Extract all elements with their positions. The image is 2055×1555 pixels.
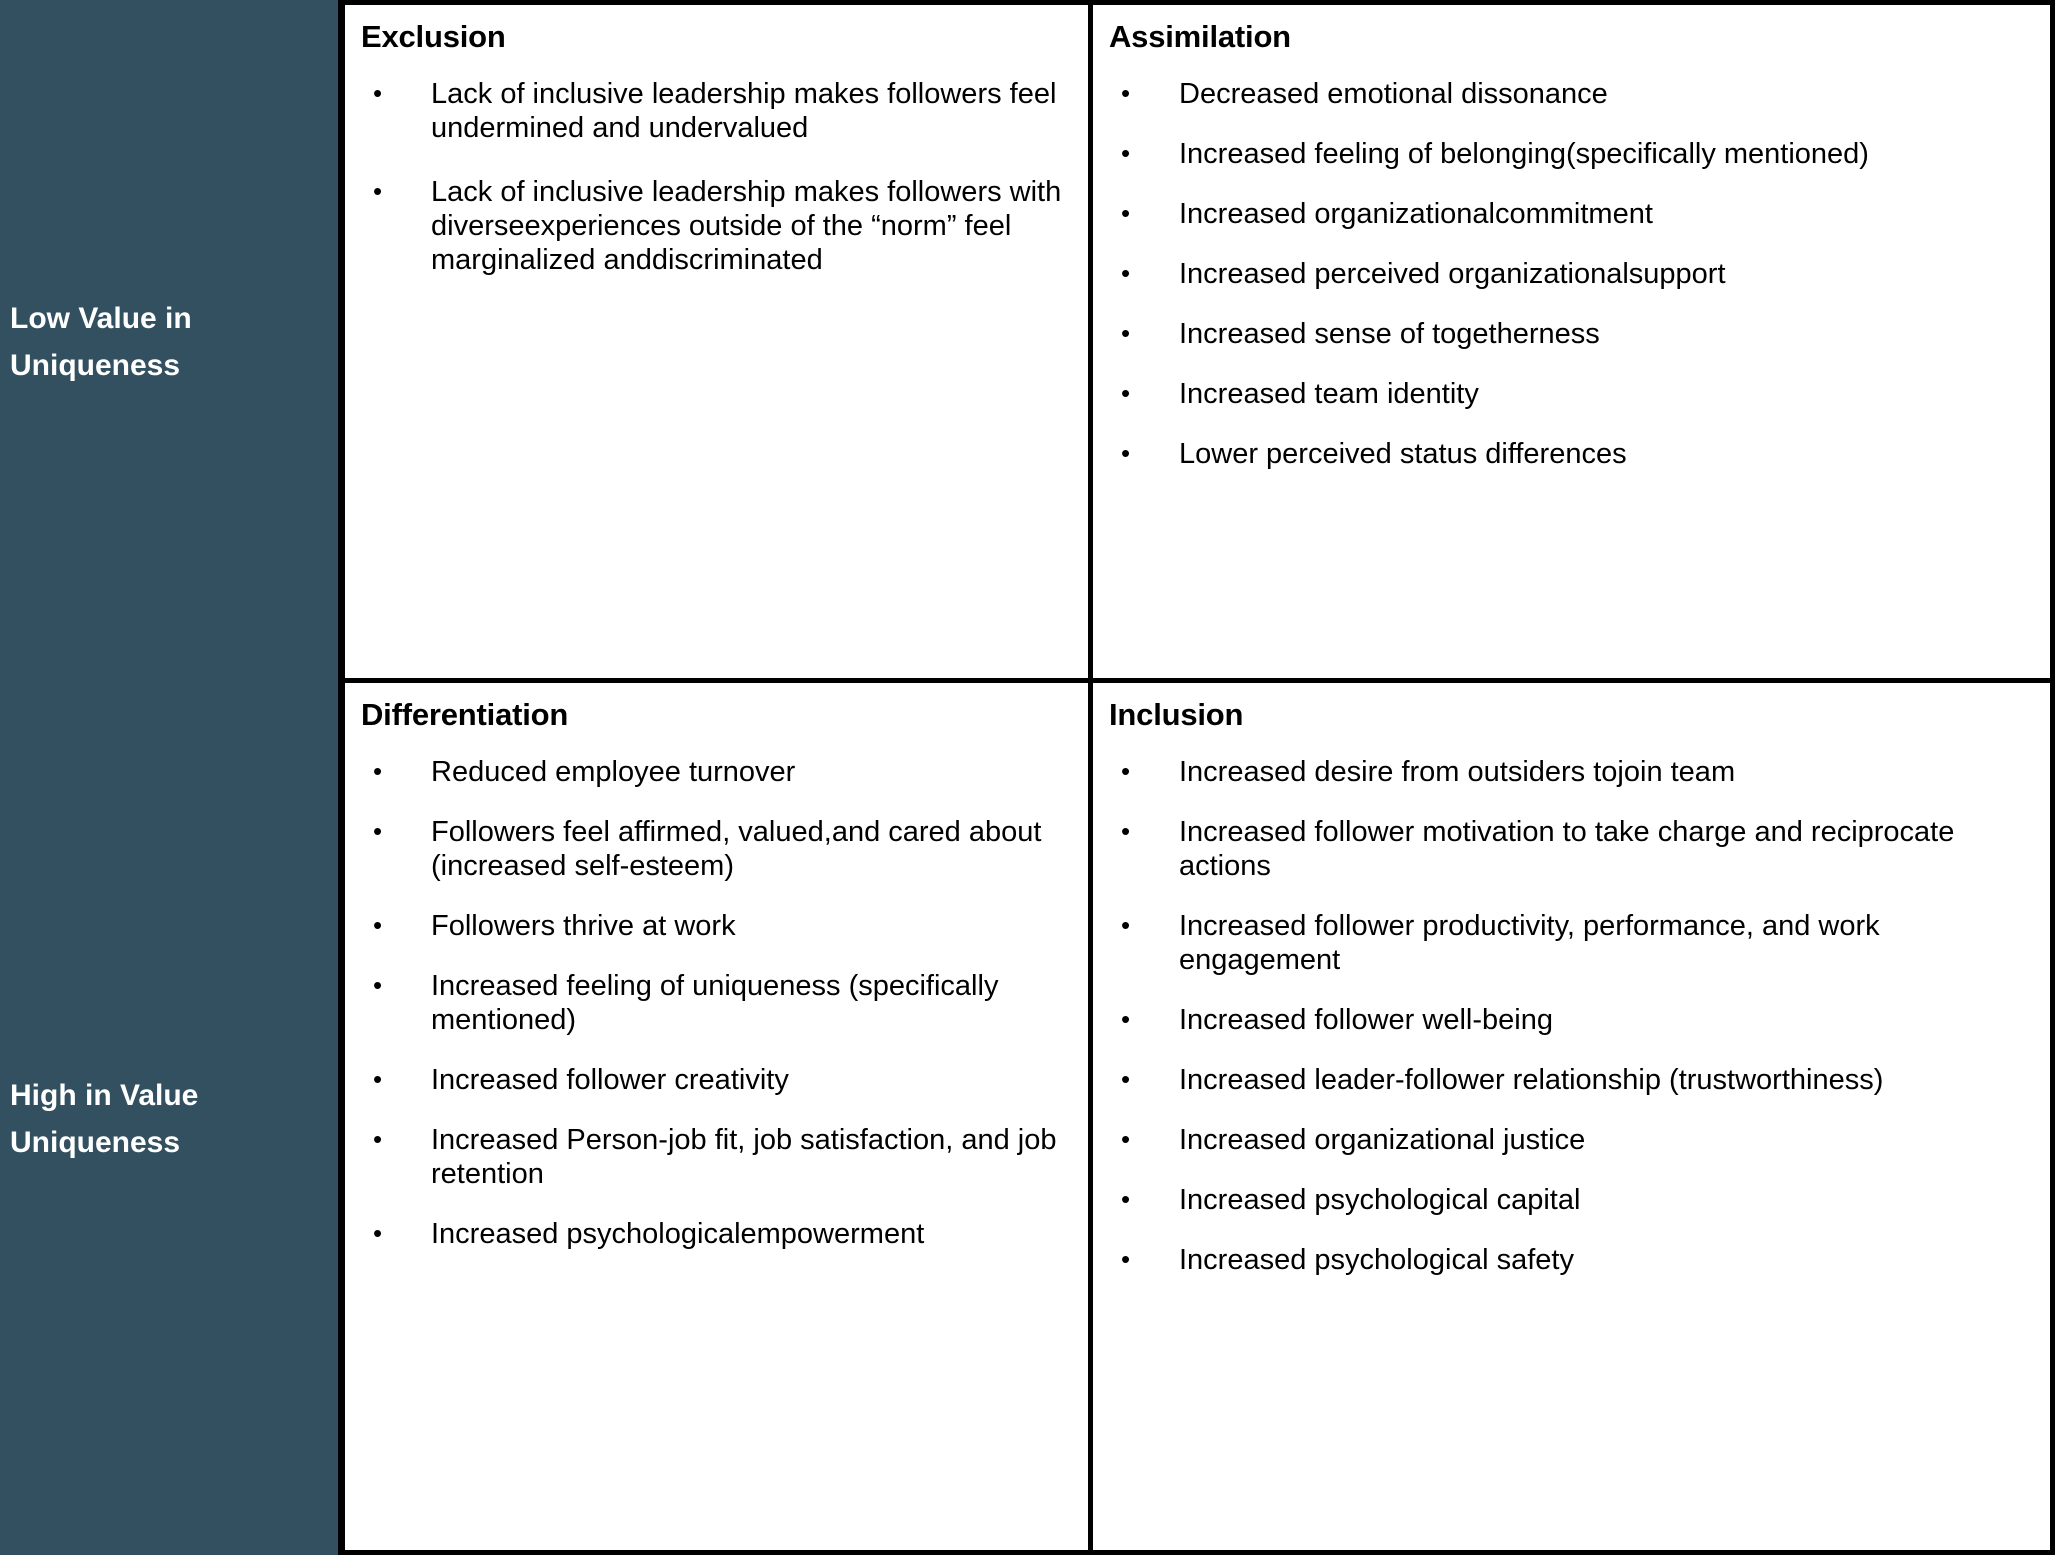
quadrant-title-differentiation: Differentiation: [361, 697, 569, 732]
list-item: • Increased follower motivation to take charge and reciprocate actions: [1109, 815, 2036, 883]
list-item: • Increased organizationalcommitment: [1109, 197, 2036, 231]
grid-row-low-value-uniqueness: [345, 5, 2050, 683]
axis-label-line-1: High in Value: [10, 1079, 199, 1112]
grid-row-high-value-uniqueness: [345, 683, 2050, 1550]
list-item: • Increased follower creativity: [361, 1063, 1074, 1097]
axis-label-line-2: Uniqueness: [10, 348, 181, 382]
list-item: • Increased psychologicalempowerment: [361, 1217, 1074, 1251]
list-item: • Increased psychological capital: [1109, 1183, 2036, 1217]
quadrant-cell-differentiation: [345, 683, 1093, 1550]
quadrant-title-assimilation: Assimilation: [1109, 19, 1291, 54]
quadrant-bullets-exclusion: [361, 77, 1074, 277]
list-item: • Decreased emotional dissonance: [1109, 77, 2036, 111]
list-item: • Increased leader-follower relationship (trustworthiness): [1109, 1063, 2036, 1097]
list-item: • Lack of inclusive leadership makes followers with diverseexperiences outside of the “norm” feel marginalized anddiscriminated: [361, 175, 1074, 277]
quadrant-cell-exclusion: [345, 5, 1093, 678]
quadrant-grid: [345, 0, 2055, 1555]
axis-label-line-2: Uniqueness: [10, 1126, 181, 1159]
axis-label-low-value-uniqueness: [0, 0, 338, 683]
quadrant-bullets-assimilation: [1109, 77, 2036, 471]
list-item: • Followers thrive at work: [361, 909, 1074, 943]
quadrant-grid-wrapper: [338, 0, 2055, 1555]
axis-sidebar: [0, 0, 338, 1555]
axis-label-line-1: Low Value in: [10, 301, 192, 335]
list-item: • Increased psychological safety: [1109, 1243, 2036, 1277]
list-item: • Reduced employee turnover: [361, 755, 1074, 789]
quadrant-bullets-inclusion: [1109, 755, 2036, 1277]
list-item: • Increased follower productivity, performance, and work engagement: [1109, 909, 2036, 977]
list-item: • Increased team identity: [1109, 377, 2036, 411]
list-item: • Increased follower well-being: [1109, 1003, 2036, 1037]
list-item: • Increased sense of togetherness: [1109, 317, 2036, 351]
list-item: • Increased perceived organizationalsupport: [1109, 257, 2036, 291]
axis-label-high-value-uniqueness: [0, 683, 338, 1555]
quadrant-bullets-differentiation: [361, 755, 1074, 1251]
list-item: • Increased organizational justice: [1109, 1123, 2036, 1157]
list-item: • Increased feeling of belonging(specifically mentioned): [1109, 137, 2036, 171]
list-item: • Increased desire from outsiders tojoin team: [1109, 755, 2036, 789]
quadrant-cell-assimilation: [1093, 5, 2050, 678]
quadrant-cell-inclusion: [1093, 683, 2050, 1550]
list-item: • Increased feeling of uniqueness (specifically mentioned): [361, 969, 1074, 1037]
list-item: • Lack of inclusive leadership makes followers feel undermined and undervalued: [361, 77, 1074, 145]
quadrant-title-inclusion: Inclusion: [1109, 697, 1244, 732]
list-item: • Increased Person-job fit, job satisfaction, and job retention: [361, 1123, 1074, 1191]
list-item: • Lower perceived status differences: [1109, 437, 2036, 471]
quadrant-title-exclusion: Exclusion: [361, 19, 506, 54]
list-item: • Followers feel affirmed, valued,and cared about (increased self-esteem): [361, 815, 1074, 883]
